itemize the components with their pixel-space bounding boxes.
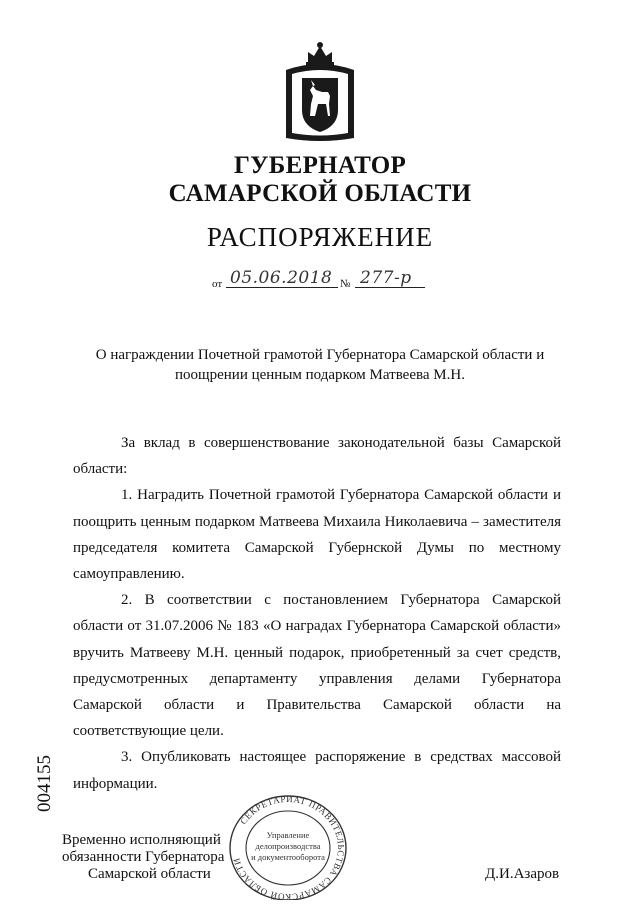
body-item-1: 1. Наградить Почетной грамотой Губернатора Самарской области и поощрить ценным подарком Матвеева Михаила Николаевича – заместителя председателя комитета Самарской Губернской Думы по местному самоуправлению. xyxy=(73,487,561,583)
number-prefix: № xyxy=(340,278,351,290)
document-type-heading: РАСПОРЯЖЕНИЕ xyxy=(206,222,434,252)
signatory-line3: Самарской области xyxy=(88,866,211,882)
body-intro: За вклад в совершенствование законодательной базы Самарской области: xyxy=(73,435,561,478)
document-subject: О награждении Почетной грамотой Губернатора Самарской области и поощрении ценным подарком Матвеева М.Н. xyxy=(95,347,545,383)
coat-of-arms-emblem xyxy=(280,40,360,144)
stamp-inner-line2: делопроизводства xyxy=(255,841,321,851)
signatory-position xyxy=(62,832,224,883)
stamp-ring-text: СЕКРЕТАРИАТ ПРАВИТЕЛЬСТВА САМАРСКОЙ ОБЛАСТИ xyxy=(231,793,347,900)
stamp-inner-line3: и документооборота xyxy=(251,852,325,862)
document-body xyxy=(73,430,561,797)
handwritten-number: 277-р xyxy=(360,268,412,288)
body-item-2: 2. В соответствии с постановлением Губернатора Самарской области от 31.07.2006 № 183 «О наградах Губернатора Самарской области» вручить Матвееву М.Н. ценный подарок, приобретенный за счет средств, предусмотренных департаменту управления делами Губернатора Самарской области и Правительства Самарской области на соответствующие цели. xyxy=(73,592,561,740)
body-item-3: 3. Опубликовать настоящее распоряжение в средствах массовой информации. xyxy=(73,749,561,792)
signatory-line1: Временно исполняющий xyxy=(62,832,221,848)
issuer-title-line2: САМАРСКОЙ ОБЛАСТИ xyxy=(168,180,472,207)
handwritten-date: 05.06.2018 xyxy=(230,268,333,288)
side-number-text: 004155 xyxy=(34,755,55,812)
signatory-name: Д.И.Азаров xyxy=(485,866,560,882)
issuer-title-line1: ГУБЕРНАТОР xyxy=(233,152,407,179)
signatory-line2: обязанности Губернатора xyxy=(62,849,225,865)
stamp-inner-line1: Управление xyxy=(266,830,310,840)
office-stamp xyxy=(224,788,352,900)
date-prefix: от xyxy=(212,278,223,290)
registration-number-vertical xyxy=(32,738,58,814)
date-number-line xyxy=(212,270,452,294)
